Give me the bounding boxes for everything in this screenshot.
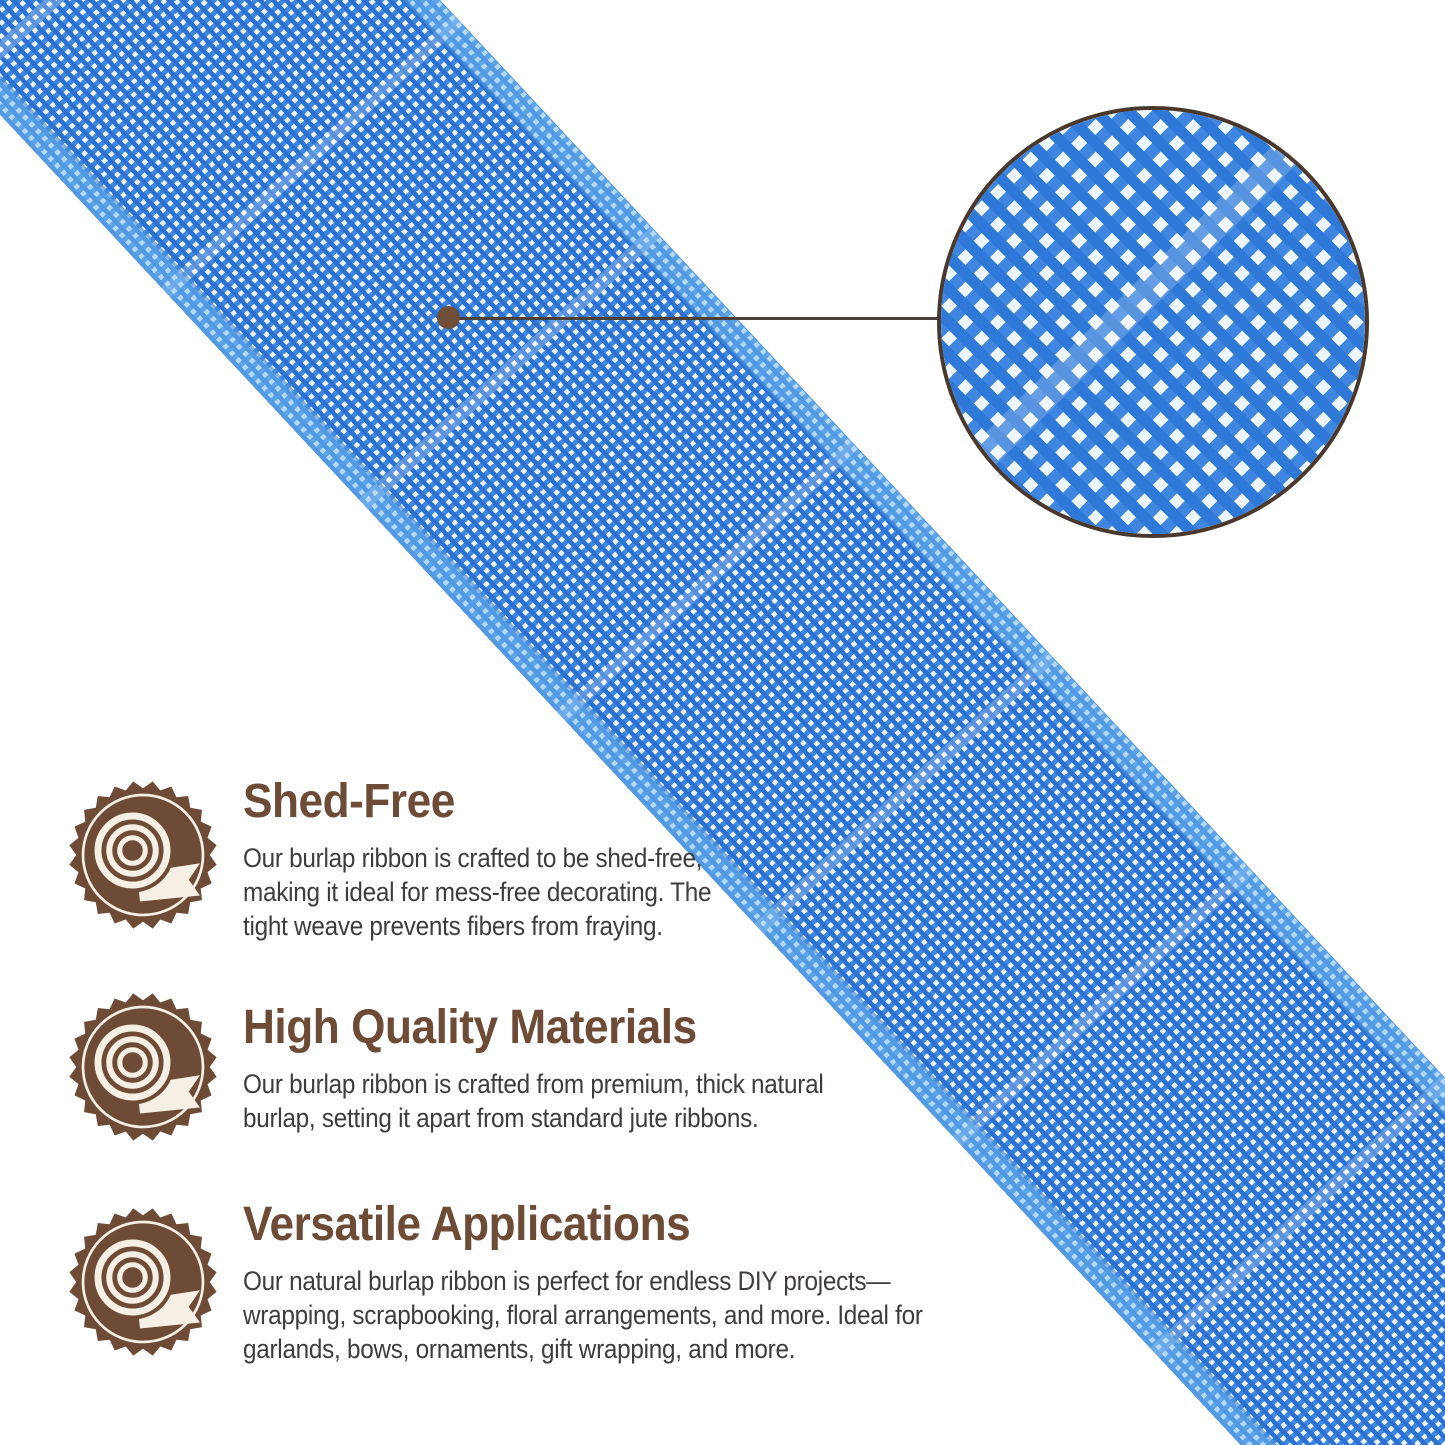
feature-title: Shed-Free xyxy=(243,775,455,828)
feature-description xyxy=(243,841,711,943)
ribbon-roll-badge-icon xyxy=(68,992,218,1142)
callout-connector-line xyxy=(448,317,942,320)
feature-callout-versatile xyxy=(243,1199,998,1366)
feature-title: High Quality Materials xyxy=(243,1001,697,1054)
feature-description-line: tight weave prevents fibers from fraying. xyxy=(243,911,663,941)
feature-description xyxy=(243,1264,923,1366)
feature-description-line: wrapping, scrapbooking, floral arrangements, and more. Ideal for xyxy=(243,1300,923,1330)
feature-description-line: making it ideal for mess-free decorating. The xyxy=(243,877,712,907)
feature-description-line: Our burlap ribbon is crafted from premium, thick natural xyxy=(243,1069,824,1099)
feature-description-line: Our natural burlap ribbon is perfect for endless DIY projects— xyxy=(243,1266,891,1296)
feature-callout-high-quality xyxy=(243,1002,888,1135)
feature-description-line: Our burlap ribbon is crafted to be shed-free, xyxy=(243,843,703,873)
magnified-weave-texture xyxy=(937,106,1369,538)
callout-dot xyxy=(437,306,460,329)
feature-description-line: garlands, bows, ornaments, gift wrapping, and more. xyxy=(243,1334,796,1364)
ribbon-roll-badge-icon xyxy=(68,1207,218,1357)
feature-description xyxy=(243,1067,823,1135)
feature-title: Versatile Applications xyxy=(243,1198,691,1251)
magnifier-circle xyxy=(937,106,1369,538)
feature-description-line: burlap, setting it apart from standard jute ribbons. xyxy=(243,1103,759,1133)
feature-callout-shed-free xyxy=(243,776,763,943)
ribbon-roll-badge-icon xyxy=(68,780,218,930)
